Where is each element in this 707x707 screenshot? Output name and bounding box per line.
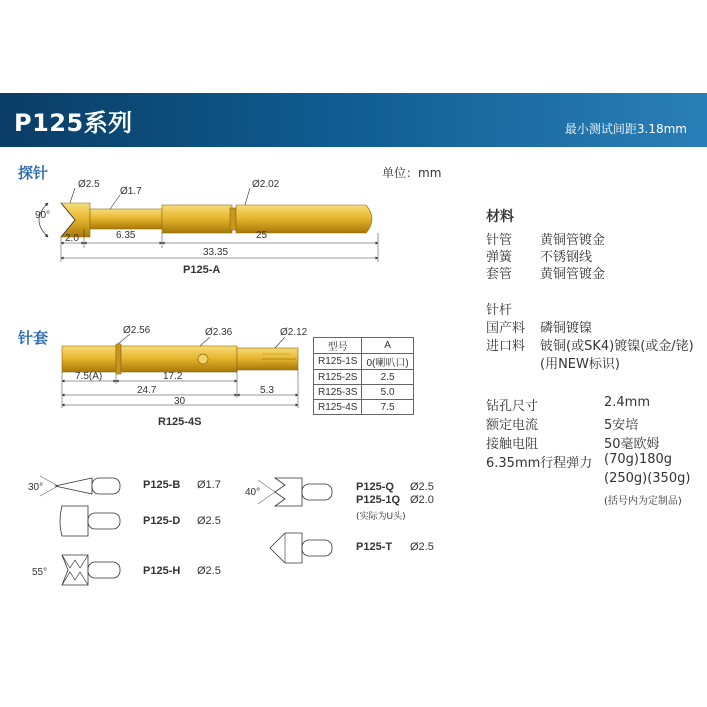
tip-b-name: P125-B: [143, 479, 181, 491]
spec-value: 50毫欧姆: [604, 437, 660, 452]
socket-len-2: 17.2: [163, 371, 183, 382]
table-row: [314, 370, 414, 385]
material-label: 针管: [486, 233, 513, 248]
tip-1q-note: (实际为U头): [356, 512, 406, 522]
tip-1q-dia: Ø2.0: [410, 494, 434, 506]
spec-value: (70g)180g: [604, 452, 673, 467]
table-row: [314, 400, 414, 415]
probe-len-3: 25: [256, 230, 268, 241]
socket-len-total: 30: [174, 396, 186, 407]
table-cell: R125-4S: [314, 400, 362, 415]
custom-note: (括号内为定制品): [604, 496, 682, 507]
spec-label: 接触电阻: [486, 437, 539, 452]
tip-q-name: P125-Q: [356, 481, 394, 493]
table-cell: 2.5: [362, 370, 413, 385]
table-row: [314, 354, 414, 370]
tip-h-name: P125-H: [143, 565, 181, 577]
material-label: 弹簧: [486, 250, 513, 265]
table-header: A: [362, 338, 413, 354]
plunger-value: 磷铜镀镍: [540, 321, 593, 336]
tip-h-dia: Ø2.5: [197, 565, 221, 577]
socket-dia-3: Ø2.12: [280, 327, 308, 338]
socket-dia-1: Ø2.56: [123, 325, 151, 336]
spec-label: 6.35mm行程弹力: [486, 456, 593, 471]
tip-b-angle: 30°: [28, 482, 44, 493]
socket-len-a: 7.5(A): [75, 371, 103, 382]
probe-len-1: 2.0: [65, 233, 79, 244]
tip-h-angle: 55°: [32, 567, 48, 578]
probe-angle: 90°: [35, 210, 51, 221]
table-header: 型号: [314, 338, 362, 354]
socket-len-3: 24.7: [137, 385, 157, 396]
tip-d-dia: Ø2.5: [197, 515, 221, 527]
tip-q-angle: 40°: [245, 487, 261, 498]
spec-value: (250g)(350g): [604, 471, 691, 486]
spec-label: 钻孔尺寸: [486, 399, 539, 414]
spec-label: 额定电流: [486, 418, 539, 433]
materials-heading: 材料: [486, 209, 514, 225]
table-row: [314, 385, 414, 400]
plunger-value: (用NEW标识): [540, 357, 620, 372]
probe-len-2: 6.35: [116, 230, 136, 241]
plunger-label: 国产料: [486, 321, 526, 336]
socket-dia-2: Ø2.36: [205, 327, 233, 338]
probe-dia-2: Ø1.7: [120, 186, 142, 197]
socket-caption: R125-4S: [158, 416, 202, 428]
table-cell: 5.0: [362, 385, 413, 400]
probe-dia-3: Ø2.02: [252, 179, 280, 190]
tip-d-name: P125-D: [143, 515, 181, 527]
tip-d-drawing: [60, 506, 120, 536]
series-title: P125系列: [14, 109, 133, 137]
tip-h-drawing: [62, 555, 120, 585]
tip-1q-name: P125-1Q: [356, 494, 401, 506]
plunger-heading: 针杆: [486, 303, 513, 318]
socket-section-label: 针套: [18, 329, 49, 347]
tip-b-drawing: [40, 476, 120, 496]
tip-q-dia: Ø2.5: [410, 481, 434, 493]
table-cell: R125-1S: [314, 354, 362, 370]
plunger-value: 铍铜(或SK4)镀镍(或金/铑): [540, 339, 694, 354]
socket-model-table: [313, 337, 414, 415]
table-cell: 7.5: [362, 400, 413, 415]
table-cell: 0(喇叭口): [362, 354, 413, 370]
plunger-label: 进口料: [486, 339, 526, 354]
tip-t-drawing: [270, 533, 332, 563]
tip-b-dia: Ø1.7: [197, 479, 221, 491]
min-pitch-note: 最小测试间距3.18mm: [564, 122, 687, 136]
table-cell: R125-2S: [314, 370, 362, 385]
table-cell: R125-3S: [314, 385, 362, 400]
material-label: 套管: [486, 267, 513, 282]
probe-caption: P125-A: [183, 264, 221, 276]
tip-q-drawing: [258, 478, 332, 506]
tip-t-dia: Ø2.5: [410, 541, 434, 553]
probe-section-label: 探针: [18, 164, 49, 182]
material-value: 黄铜管镀金: [540, 267, 606, 282]
probe-dia-1: Ø2.5: [78, 179, 100, 190]
spec-value: 2.4mm: [604, 395, 651, 410]
unit-label: 单位：mm: [382, 166, 442, 180]
tip-t-name: P125-T: [356, 541, 393, 553]
probe-len-total: 33.35: [203, 247, 229, 258]
material-value: 黄铜管镀金: [540, 233, 606, 248]
material-value: 不锈钢线: [540, 250, 593, 265]
spec-value: 5安培: [604, 418, 639, 433]
socket-len-4: 5.3: [260, 385, 274, 396]
